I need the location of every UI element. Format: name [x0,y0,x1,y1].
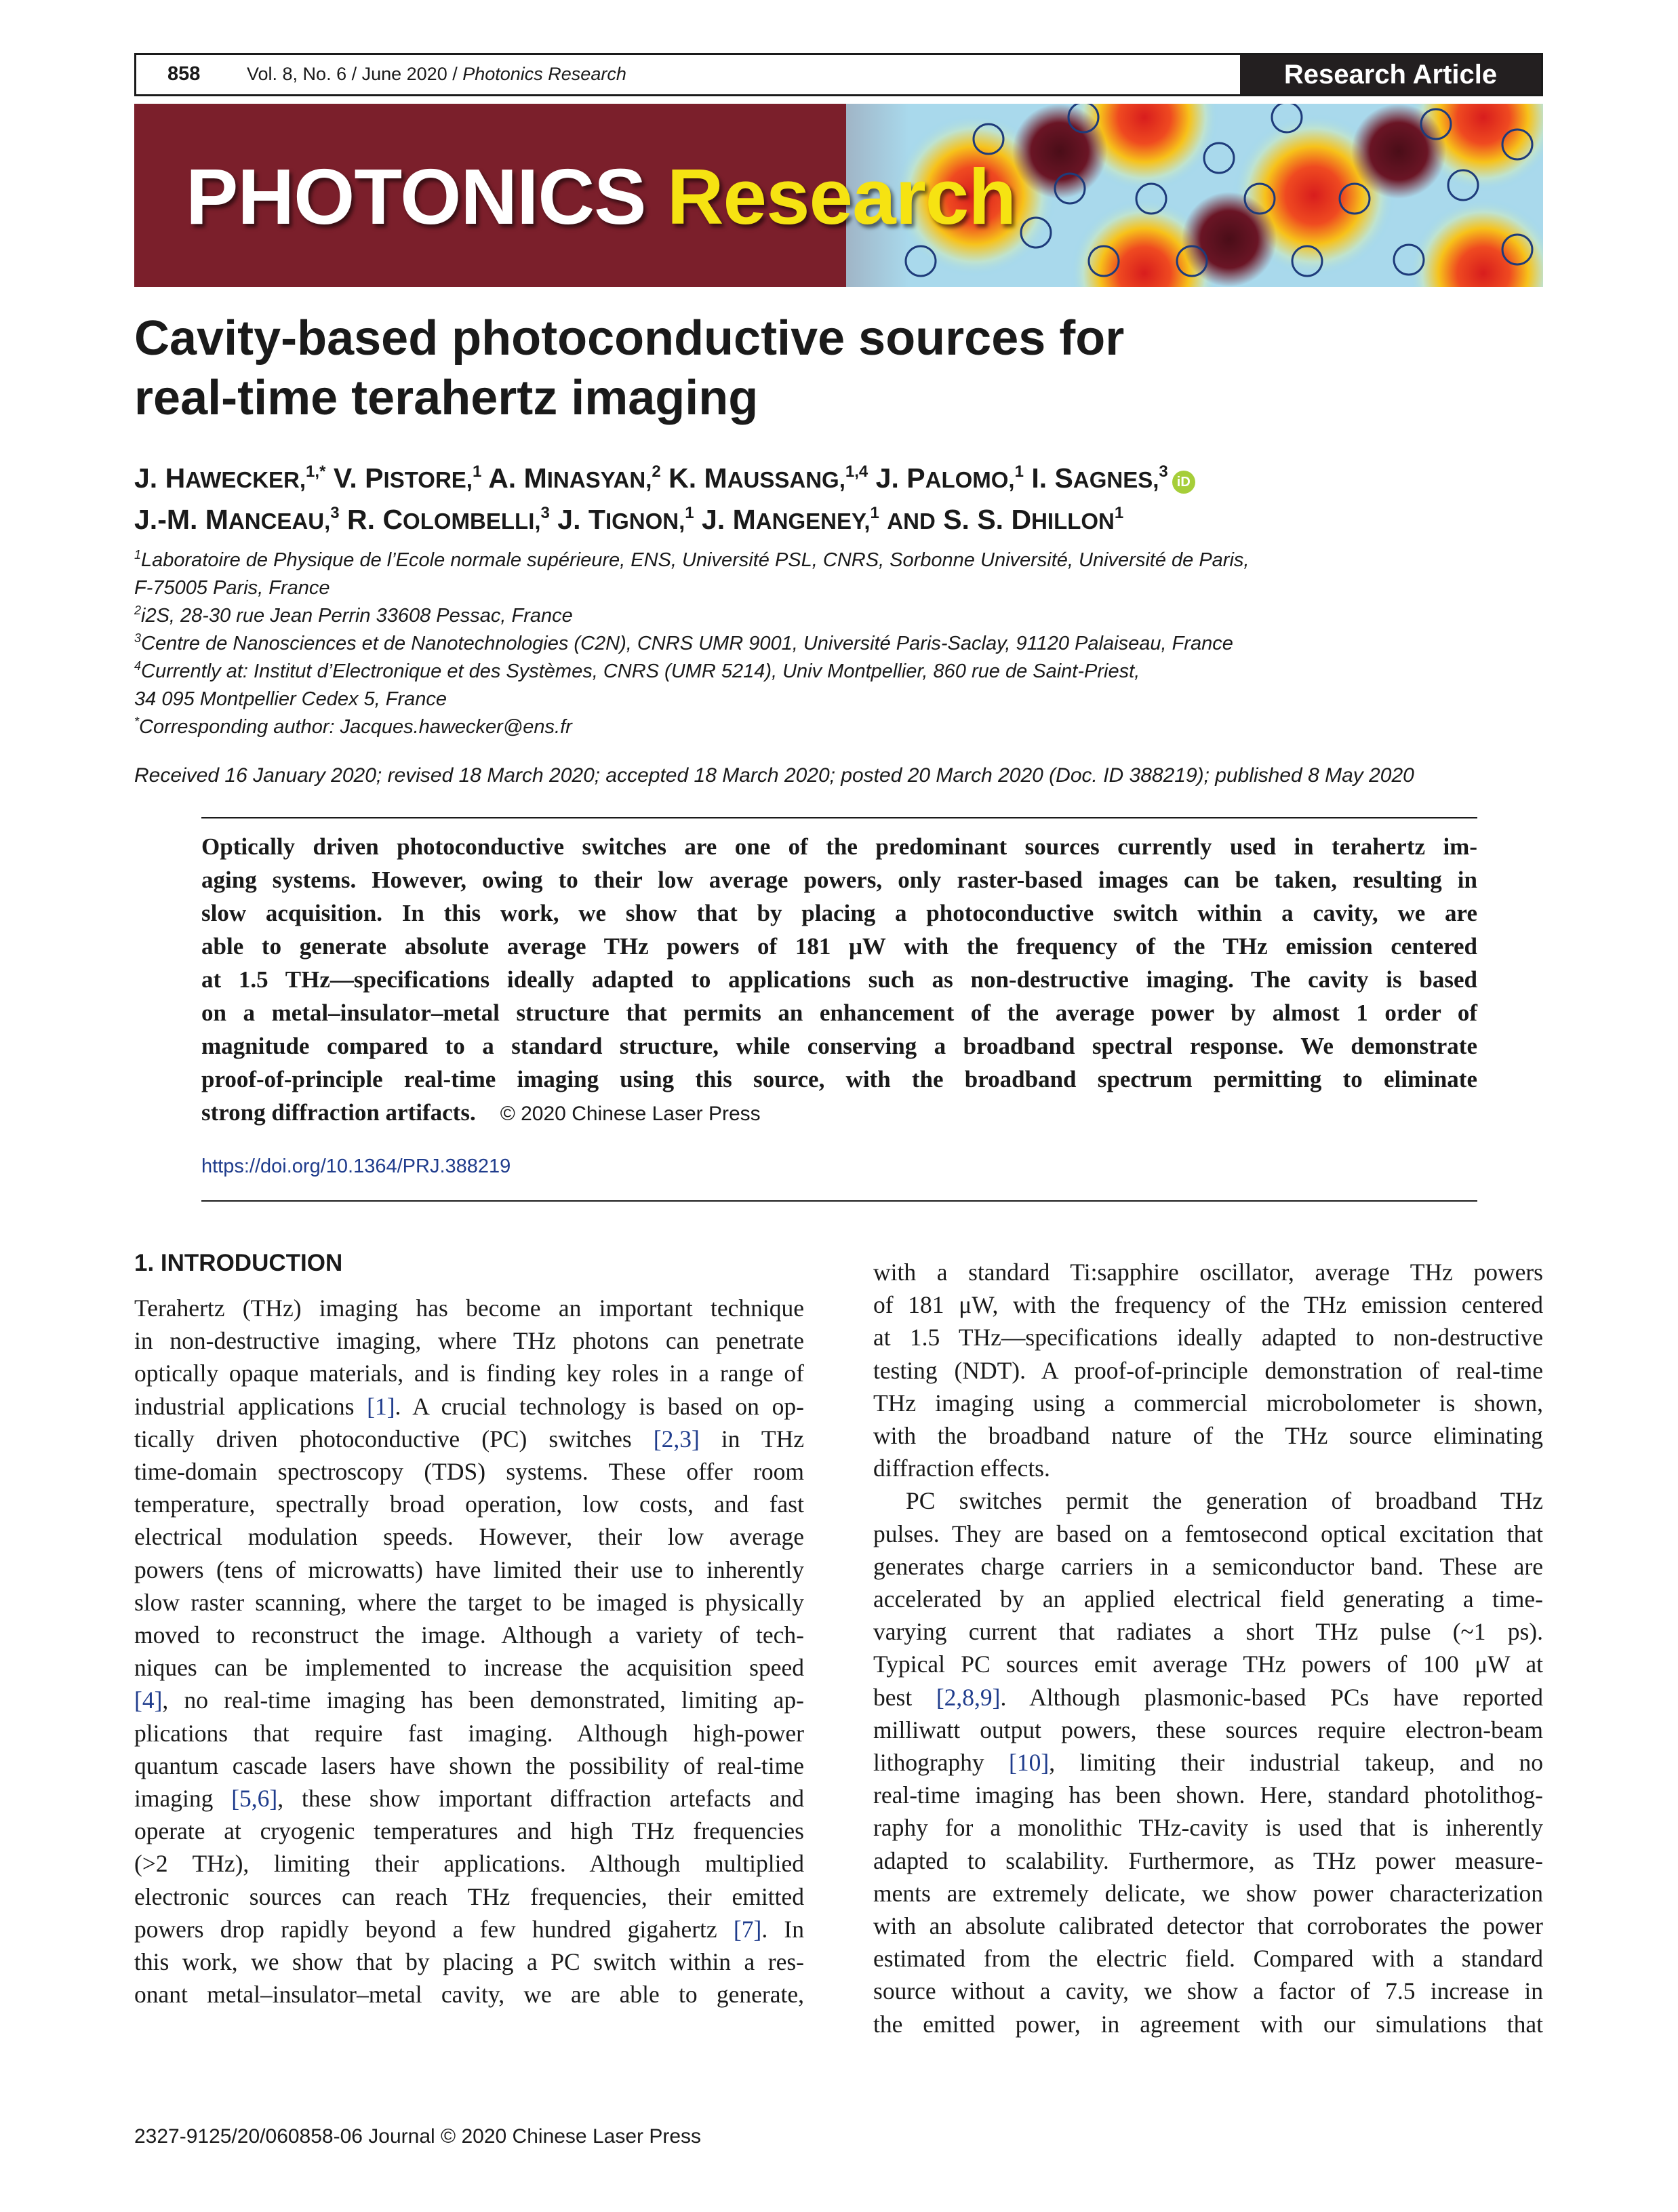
page-footer: 2327-9125/20/060858-06 Journal © 2020 Chinese Laser Press [134,2125,702,2148]
corresponding-author: *Corresponding author: Jacques.hawecker@ens.fr [134,715,572,738]
reference-link[interactable]: [7] [733,1915,762,1943]
affiliation: $^3$Centre de Nanosciences et de Nanotechnologies (C2N), CNRS UMR 9001, Université Paris-Saclay, 91120 Palaiseau, France [134,631,1233,654]
text-line: operate at cryogenic temperatures and high THz frequencies [134,1817,804,1845]
author: R. COLOMBELLI,$^3$ [347,504,550,535]
body-column-right [873,1256,1543,2040]
text-line: best [2,8,9]. Although plasmonic-based PCs have reported [873,1683,1543,1711]
author: J.-M. MANCEAU,$^3$ [134,504,340,535]
text-line: estimated from the electric field. Compared with a standard [873,1945,1543,1973]
affiliation-continued: F-75005 Paris, France [134,577,330,599]
abstract-bottom-rule [201,1200,1477,1202]
text-line: temperature, spectrally broad operation, low costs, and fast [134,1490,804,1518]
author: S. S. DHILLON$^1$ [943,504,1124,535]
text-line: powers (tens of microwatts) have limited their use to inherently [134,1556,804,1583]
author: K. MAUSSANG,$^{1,4}$ [668,462,868,494]
text-line: [4], no real-time imaging has been demonstrated, limiting ap- [134,1686,804,1714]
text-line: (>2 THz), limiting their applications. Although multiplied [134,1850,804,1878]
title-line: Cavity-based photoconductive sources for [134,311,1125,366]
text-line: adapted to scalability. Furthermore, as THz power measure- [873,1846,1543,1874]
affiliation-continued: 34 095 Montpellier Cedex 5, France [134,688,447,710]
logo-word-research: Research [666,153,1016,241]
abstract [201,830,1477,1130]
abstract-line: at 1.5 THz—specifications ideally adapted to applications such as non-destructive imaging. The cavity is based [201,966,1477,993]
text-line: time-domain spectroscopy (TDS) systems. These offer room [134,1458,804,1486]
text-line: tically driven photoconductive (PC) switches [2,3] in THz [134,1425,804,1453]
text-line: real-time imaging has been shown. Here, standard photolithog- [873,1781,1543,1809]
text-line: of 181 μW, with the frequency of the THz emission centered [873,1291,1543,1319]
text-line: with an absolute calibrated detector that corroborates the power [873,1912,1543,1940]
abstract-top-rule [201,817,1477,818]
text-line: ments are extremely delicate, we show power characterization [873,1879,1543,1907]
text-line: generates charge carriers in a semiconductor band. These are [873,1552,1543,1580]
doi-link[interactable]: https://doi.org/10.1364/PRJ.388219 [201,1156,511,1177]
text-line: milliwatt output powers, these sources require electron-beam [873,1716,1543,1743]
author: I. SAGNES,$^3$ [1031,462,1168,494]
text-line: PC switches permit the generation of broadband THz [906,1487,1543,1515]
author: A. MINASYAN,$^2$ [488,462,661,494]
reference-link[interactable]: [5,6] [231,1785,278,1813]
orcid-icon[interactable]: iD [1172,471,1195,494]
volume-issue: Vol. 8, No. 6 / June 2020 / [247,64,463,84]
text-line: quantum cascade lasers have shown the possibility of real-time [134,1752,804,1779]
text-line: this work, we show that by placing a PC switch within a res- [134,1948,804,1976]
text-line: plications that require fast imaging. Although high-power [134,1719,804,1747]
abstract-line: on a metal–insulator–metal structure that permits an enhancement of the average power by almost 1 order of [201,1000,1477,1026]
running-header [134,53,1543,96]
author: J. MANGENEY,$^1$ [702,504,879,535]
text-line: Typical PC sources emit average THz powers of 100 μW at [873,1651,1543,1678]
text-line: optically opaque materials, and is finding key roles in a range of [134,1360,804,1387]
abstract-line: proof-of-principle real-time imaging using this source, with the broadband spectrum permitting to eliminate [201,1066,1477,1092]
text-line: with a standard Ti:sapphire oscillator, average THz powers [873,1259,1543,1286]
reference-link[interactable]: [1] [367,1392,395,1420]
affiliation: $^4$Currently at: Institut d’Electronique et des Systèmes, CNRS (UMR 5214), Univ Montpellier, 860 rue de Saint-Priest, [134,659,1140,682]
author: J. HAWECKER,$^{1,*}$ [134,462,326,494]
author-list [134,458,1544,541]
abstract-copyright: © 2020 Chinese Laser Press [500,1103,761,1125]
publication-history: Received 16 January 2020; revised 18 March 2020; accepted 18 March 2020; posted 20 March 2020 (Doc. ID 388219); published 8 May 2020 [134,764,1414,787]
reference-link[interactable]: [4] [134,1686,163,1714]
text-line: testing (NDT). A proof-of-principle demonstration of real-time [873,1356,1543,1384]
text-line: imaging [5,6], these show important diffraction artefacts and [134,1785,804,1813]
abstract-line: slow acquisition. In this work, we show that by placing a photoconductive switch within a cavity, we are [201,900,1477,926]
body-column-left [134,1250,804,2011]
journal-logo [186,151,1016,242]
text-line: industrial applications [1]. A crucial technology is based on op- [134,1392,805,1420]
section-heading: 1. INTRODUCTION [134,1250,343,1276]
text-line: diffraction effects. [873,1455,1050,1482]
text-line: at 1.5 THz—specifications ideally adapted to non-destructive [873,1324,1543,1351]
paper-title [134,309,1422,428]
text-line: with the broadband nature of the THz source eliminating [873,1422,1543,1450]
text-line: moved to reconstruct the image. Although a variety of tech- [134,1621,804,1649]
article-type-label: Research Article [1240,55,1541,94]
text-line: THz imaging using a commercial microbolometer is shown, [873,1389,1543,1417]
author-line [134,458,1544,500]
text-line: pulses. They are based on a femtosecond optical excitation that [873,1520,1543,1547]
text-line: electronic sources can reach THz frequencies, their emitted [134,1882,804,1910]
text-line: lithography [10], limiting their industrial takeup, and no [873,1749,1544,1777]
text-line: in non-destructive imaging, where THz photons can penetrate [134,1327,804,1355]
author-conjunction: AND [887,509,936,534]
affiliation: $^2$i2S, 28-30 rue Jean Perrin 33608 Pessac, France [134,604,573,627]
affiliations [134,547,1544,741]
abstract-line: Optically driven photoconductive switches are one of the predominant sources currently used in terahertz im- [201,833,1477,860]
affiliation: $^1$Laboratoire de Physique de l’Ecole normale supérieure, ENS, Université PSL, CNRS, Sorbonne Université, Université de Paris, [134,548,1250,571]
text-line: slow raster scanning, where the target to be imaged is physically [134,1588,804,1616]
author: J. PALOMO,$^1$ [875,462,1024,494]
logo-word-photonics: PHOTONICS [186,153,646,241]
text-line: varying current that radiates a short THz pulse (~1 ps). [873,1618,1543,1646]
reference-link[interactable]: [2,3] [653,1425,700,1453]
page-number: 858 [167,63,201,85]
text-line: Terahertz (THz) imaging has become an important technique [134,1295,804,1322]
author-line [134,500,1544,541]
journal-banner [134,104,1543,287]
journal-citation [247,64,626,85]
text-line: powers drop rapidly beyond a few hundred gigahertz [7]. In [134,1915,804,1943]
text-line: raphy for a monolithic THz-cavity is used that is inherently [873,1814,1543,1842]
journal-name: Photonics Research [462,64,626,84]
abstract-line: magnitude compared to a standard structure, while conserving a broadband spectral response. We demonstrate [201,1033,1477,1059]
text-line: source without a cavity, we show a factor of 7.5 increase in [873,1977,1543,2005]
text-line: electrical modulation speeds. However, their low average [134,1523,804,1551]
abstract-line: strong diffraction artifacts. © 2020 Chinese Laser Press [201,1099,761,1126]
title-line: real-time terahertz imaging [134,371,759,425]
text-line: accelerated by an applied electrical field generating a time- [873,1585,1543,1613]
reference-link[interactable]: [2,8,9] [936,1683,1001,1711]
reference-link[interactable]: [10] [1009,1749,1050,1777]
text-line: onant metal–insulator–metal cavity, we are able to generate, [134,1981,804,2009]
text-line: the emitted power, in agreement with our simulations that [873,2010,1543,2038]
abstract-line: able to generate absolute average THz powers of 181 μW with the frequency of the THz emission centered [201,933,1477,960]
abstract-line: aging systems. However, owing to their low average powers, only raster-based images can be taken, resulting in [201,867,1477,893]
author: J. TIGNON,$^1$ [557,504,694,535]
text-line: niques can be implemented to increase the acquisition speed [134,1654,804,1682]
author: V. PISTORE,$^1$ [333,462,482,494]
